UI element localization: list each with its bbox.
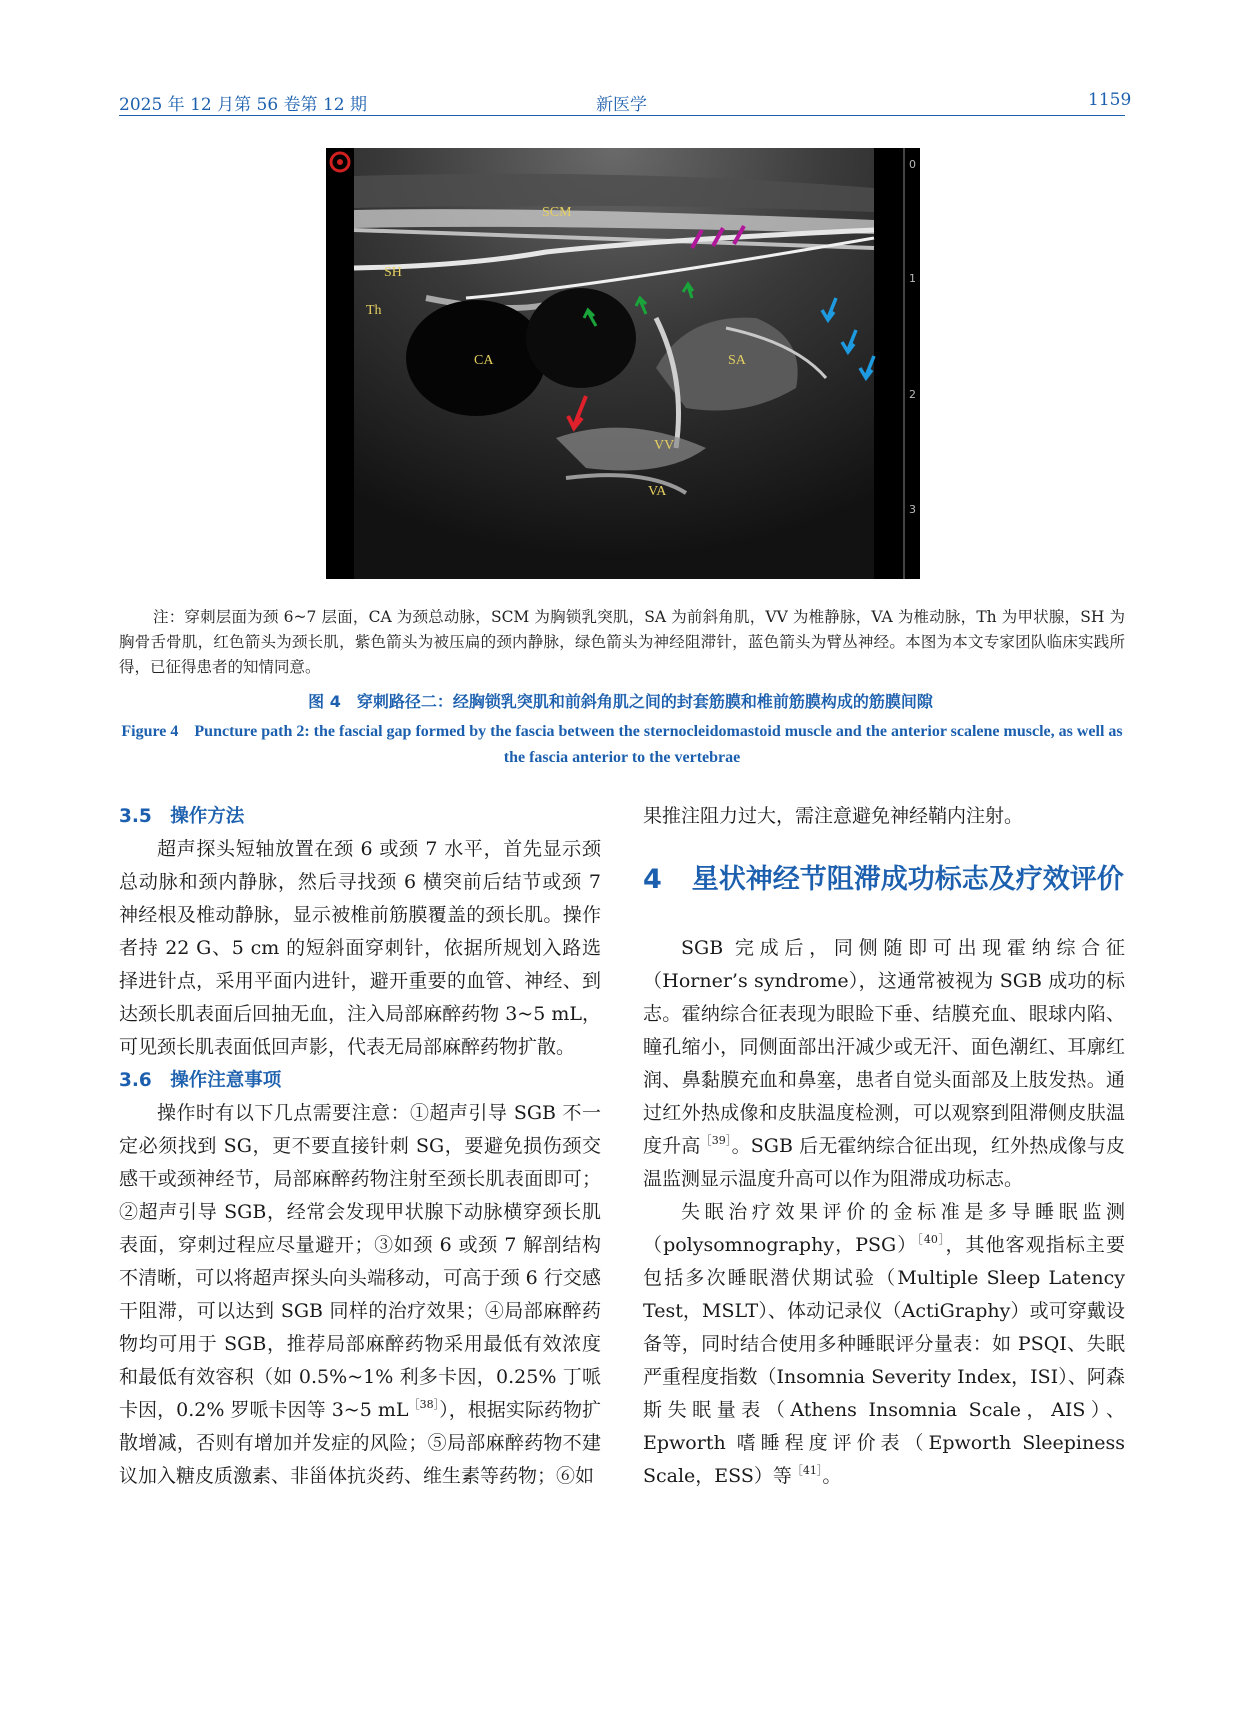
section-3-6-title: 3.6 操作注意事项	[119, 1070, 282, 1091]
continued-text: 果推注阻力过大，需注意避免神经鞘内注射。	[643, 805, 1024, 827]
p2-text-c: 。	[822, 1465, 842, 1487]
depth-label-1: 1	[909, 272, 916, 285]
section-4-number: 4	[643, 864, 662, 895]
header-rule	[119, 115, 1125, 116]
p1-text-b: 。SGB 后无霍纳综合征出现，红外热成像与皮温监测显示温度升高可以作为阻滞成功标志。	[643, 1135, 1126, 1190]
section-4-paragraph-1	[643, 932, 1125, 1196]
section-4-paragraph-2	[643, 1196, 1125, 1493]
section-3-5-text: 超声探头短轴放置在颈 6 或颈 7 水平，首先显示颈总动脉和颈内静脉，然后寻找颈 6 横突前后结节或颈 7 神经根及椎动静脉，显示被椎前筋膜覆盖的颈长肌。操作者持 22 G、5 cm 的短斜面穿刺针，依据所规划入路选择进针点，采用平面内进针，避开重要的血管、神经、到达颈长肌表面后回抽无血，注入局部麻醉药物 3~5 mL，可见颈长肌表面低回声影，代表无局部麻醉药物扩散。	[119, 838, 601, 1058]
citation-40: ［40］	[917, 1233, 946, 1246]
figure-caption-en: Figure 4 Puncture path 2: the fascial gap formed by the fascia between the sternocleidomastoid muscle and the anterior scalene muscle, as well as the fascia anterior to the vertebrae	[121, 723, 1123, 766]
right-column	[643, 800, 1125, 1493]
section-4-heading	[643, 861, 1125, 898]
left-column	[119, 800, 601, 1493]
page-number: 1159	[1088, 90, 1132, 110]
figure-note: 注：穿刺层面为颈 6~7 层面，CA 为颈总动脉，SCM 为胸锁乳突肌，SA 为前斜角肌，VV 为椎静脉，VA 为椎动脉，Th 为甲状腺，SH 为胸骨舌骨肌，红色箭头为颈长肌，紫色箭头为被压扁的颈内静脉，绿色箭头为神经阻滞针，蓝色箭头为臂丛神经。本图为本文专家团队临床实践所得，已征得患者的知情同意。	[119, 608, 1125, 676]
p2-text-b: ，其他客观指标主要包括多次睡眠潜伏期试验（Multiple Sleep Latency Test，MSLT）、体动记录仪（ActiGraphy）或可穿戴设备等，同时结合使用多种睡眠评分量表：如 PSQI、失眠严重程度指数（Insomnia Severity Index，ISI）、阿森斯失眠量表（Athens Insomnia Scale，AIS）、Epworth 嗜睡程度评价表（Epworth Sleepiness Scale，ESS）等	[643, 1234, 1125, 1487]
depth-label-0: 0	[909, 158, 916, 171]
ultrasound-figure	[326, 148, 920, 579]
depth-label-3: 3	[909, 503, 916, 516]
label-ca: CA	[474, 353, 494, 368]
label-th: Th	[366, 303, 382, 318]
journal-issue: 2025 年 12 月第 56 卷第 12 期	[119, 95, 367, 115]
ultrasound-image	[326, 148, 920, 579]
p1-text-a: SGB 完成后，同侧随即可出现霍纳综合征（Horner’s syndrome），这通常被视为 SGB 成功的标志。霍纳综合征表现为眼睑下垂、结膜充血、眼球内陷、瞳孔缩小，同侧面部出汗减少或无汗、面色潮红、耳廓红润、鼻黏膜充血和鼻塞，患者自觉头面部及上肢发热。通过红外热成像和皮肤温度检测，可以观察到阻滞侧皮肤温度升高	[643, 937, 1125, 1157]
label-sa: SA	[728, 353, 746, 368]
label-scm: SCM	[542, 205, 572, 220]
label-vv: VV	[654, 438, 675, 453]
section-3-6-text-a: 操作时有以下几点需要注意：①超声引导 SGB 不一定必须找到 SG，更不要直接针刺 SG，要避免损伤颈交感干或颈神经节，局部麻醉药物注射至颈长肌表面即可；②超声引导 SGB，经常会发现甲状腺下动脉横穿颈长肌表面，穿刺过程应尽量避开；③如颈 6 或颈 7 解剖结构不清晰，可以将超声探头向头端移动，可高于颈 6 行交感干阻滞，可以达到 SGB 同样的治疗效果；④局部麻醉药物均可用于 SGB，推荐局部麻醉药物采用最低有效浓度和最低有效容积（如 0.5%~1% 利多卡因，0.25% 丁哌卡因，0.2% 罗哌卡因等 3~5 mL	[119, 1102, 601, 1421]
section-3-6-text-b: ），根据实际药物扩散增减，否则有增加并发症的风险；⑤局部麻醉药物不建议加入糖皮质激素、非甾体抗炎药、维生素等药物；⑥如	[119, 1399, 601, 1487]
figure-caption-cn: 图 4 穿刺路径二：经胸锁乳突肌和前斜角肌之间的封套筋膜和椎前筋膜构成的筋膜间隙	[308, 692, 933, 711]
label-va: VA	[648, 484, 667, 499]
label-sh: SH	[384, 265, 402, 280]
citation-41: ［41］	[791, 1464, 823, 1477]
citation-38: ［38］	[408, 1398, 440, 1411]
citation-39: ［39］	[700, 1134, 732, 1147]
depth-label-2: 2	[909, 388, 916, 401]
section-3-6-text	[119, 1097, 601, 1493]
journal-name: 新医学	[596, 95, 647, 115]
section-3-5-title: 3.5 操作方法	[119, 806, 245, 827]
p2-text-a: 失眠治疗效果评价的金标准是多导睡眠监测（polysomnography，PSG）	[643, 1201, 1125, 1256]
section-4-title: 星状神经节阻滞成功标志及疗效评价	[691, 864, 1124, 895]
